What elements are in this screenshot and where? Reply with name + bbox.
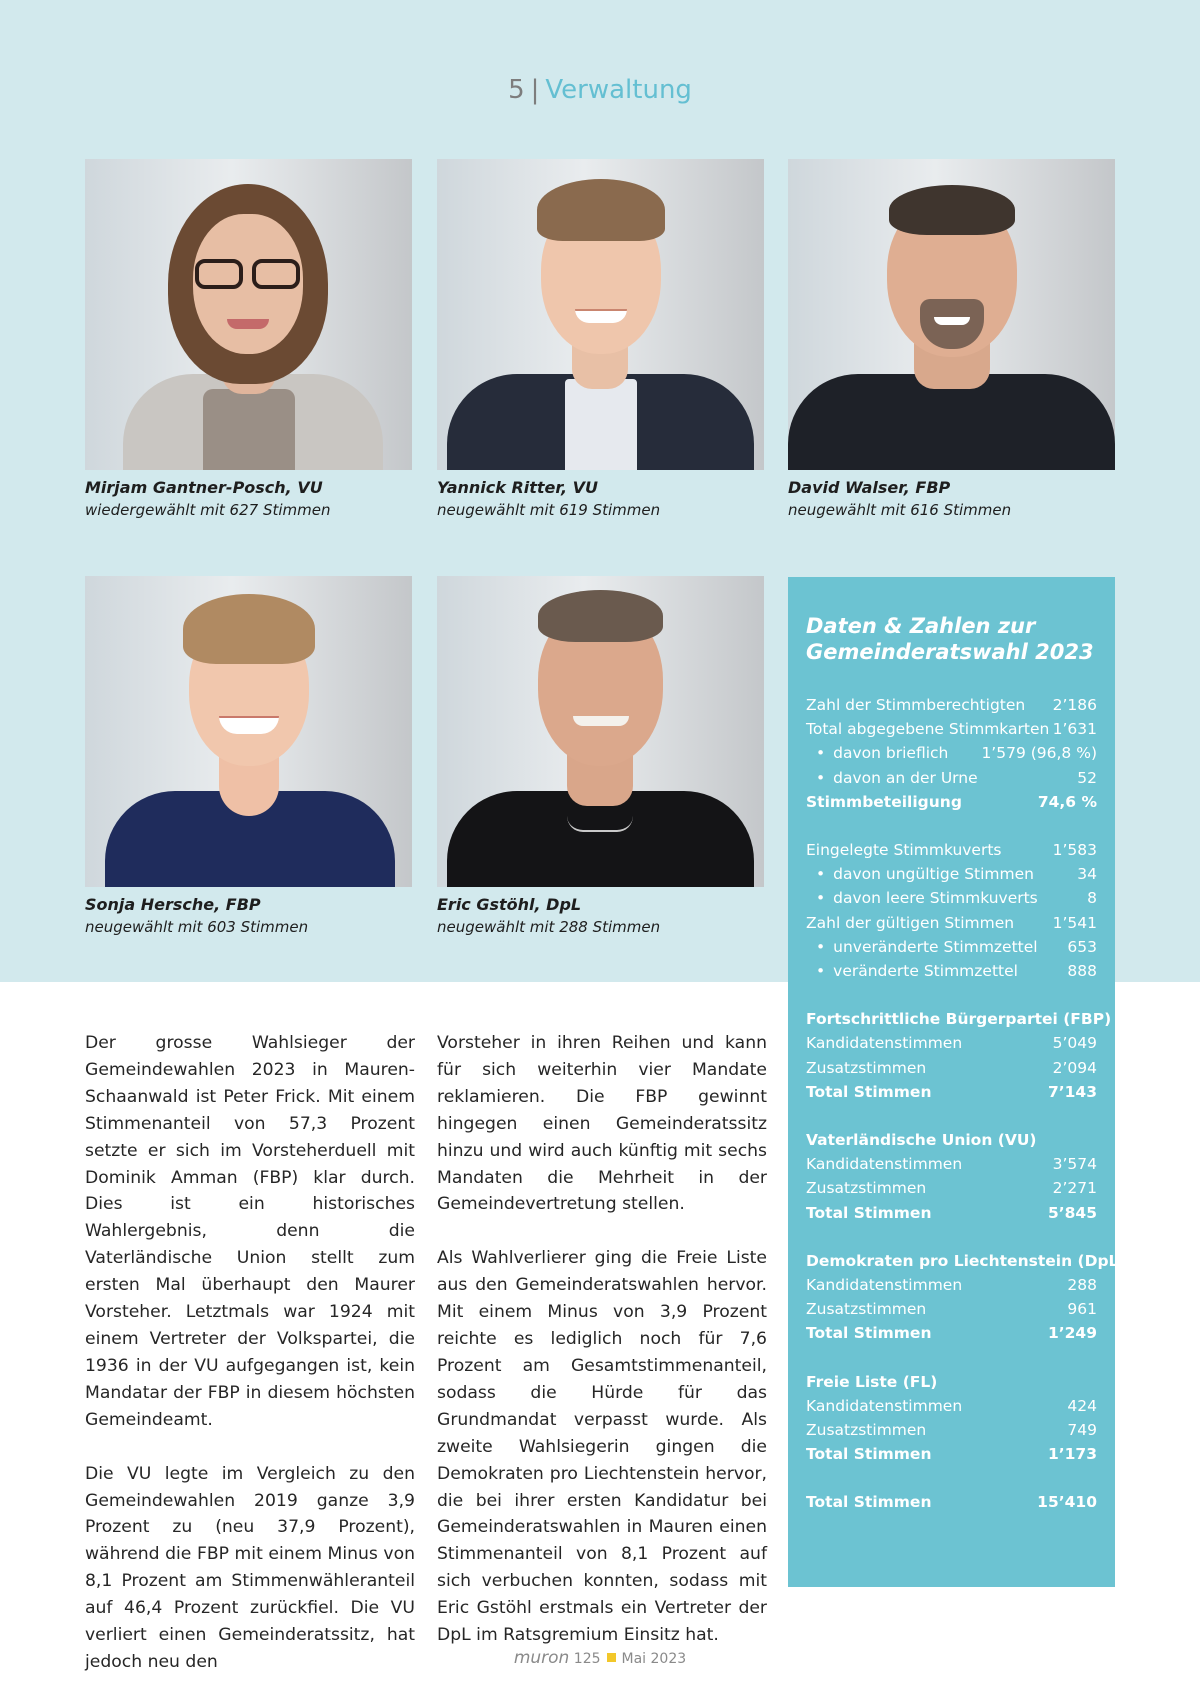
stats-title — [806, 613, 1097, 665]
stat-row — [806, 959, 1097, 983]
stat-label: • davon brieflich — [806, 741, 948, 765]
party-heading: Vaterländische Union (VU) — [806, 1131, 1037, 1150]
stat-row — [806, 1442, 1097, 1466]
person-name: Yannick Ritter, VU — [437, 478, 598, 497]
stat-row — [806, 1176, 1097, 1200]
issue-date: Mai 2023 — [621, 1651, 687, 1667]
stat-value: 7’143 — [1047, 1082, 1097, 1101]
header-separator: | — [530, 75, 540, 105]
article-column-1 — [85, 1030, 415, 1676]
person-result: neugewählt mit 619 Stimmen — [437, 501, 661, 519]
stat-label: • unveränderte Stimmzettel — [806, 935, 1038, 959]
stat-value: 1’541 — [1052, 913, 1097, 932]
stat-row — [806, 1056, 1097, 1080]
stat-row — [806, 838, 1097, 862]
portrait-photo — [437, 576, 764, 887]
stat-label: Total Stimmen — [806, 1082, 932, 1101]
stat-value: 34 — [1077, 865, 1097, 884]
stat-label: • davon an der Urne — [806, 766, 978, 790]
stat-row — [806, 1297, 1097, 1321]
stat-row — [806, 1201, 1097, 1225]
stat-row — [806, 1394, 1097, 1418]
stat-row — [806, 1152, 1097, 1176]
stat-value: 2’186 — [1052, 696, 1097, 714]
stat-value: 749 — [1067, 1421, 1097, 1440]
stat-label: Zusatzstimmen — [806, 1300, 927, 1319]
person-name: Eric Gstöhl, DpL — [437, 895, 582, 914]
stat-label: Zahl der Stimmberechtigten — [806, 696, 1026, 714]
stat-row — [806, 886, 1097, 910]
stat-label: Kandidatenstimmen — [806, 1396, 963, 1415]
stat-row — [806, 1418, 1097, 1442]
stat-row — [806, 1031, 1097, 1055]
stat-row — [806, 862, 1097, 886]
stat-row — [806, 935, 1097, 959]
stat-value: 1’579 (96,8 %) — [981, 744, 1097, 763]
article-column-2 — [437, 1030, 767, 1649]
magazine-brand: muron — [513, 1648, 570, 1668]
stat-row — [806, 1273, 1097, 1297]
stat-label: • davon leere Stimmkuverts — [806, 886, 1038, 910]
stat-value: 961 — [1067, 1300, 1097, 1319]
party-heading: Freie Liste (FL) — [806, 1372, 938, 1391]
stat-row — [806, 1080, 1097, 1104]
stat-label: Zusatzstimmen — [806, 1058, 927, 1077]
article-paragraph: Als Wahlverlierer ging die Freie Liste aus den Gemeinderatswahlen hervor. Mit einem Minus von 3,9 Prozent reichte es lediglich noch für 7,6 Prozent am Gesamtstimmenanteil, sodass die Hürde für das Grundmandat verpasst wurde. Als zweite Wahlsiegerin gingen die Demokraten pro Liechtenstein hervor, die bei ihrer ersten Kandidatur bei Gemeinderatswahlen in Mauren einen Stimmenanteil von 8,1 Prozent auf sich verbuchen konnten, sodass mit Eric Gstöhl erstmals ein Vertreter der DpL im Ratsgremium Einsitz hat. — [437, 1248, 767, 1646]
person-card — [85, 576, 412, 939]
stat-label: Zusatzstimmen — [806, 1421, 927, 1440]
stat-label: Kandidatenstimmen — [806, 1155, 963, 1174]
party-heading: Demokraten pro Liechtenstein (DpL) — [806, 1251, 1126, 1270]
stat-label: Kandidatenstimmen — [806, 1034, 963, 1053]
election-stats-box — [788, 577, 1126, 1587]
stat-value: 1’631 — [1052, 720, 1097, 739]
portrait-photo — [788, 159, 1115, 470]
stat-label: Zusatzstimmen — [806, 1179, 927, 1198]
stat-value: 2’271 — [1052, 1179, 1097, 1198]
party-heading: Fortschrittliche Bürgerpartei (FBP) — [806, 1010, 1112, 1029]
stat-label: Total Stimmen — [806, 1493, 932, 1512]
stat-value: 5’845 — [1047, 1203, 1097, 1222]
stat-label: Total Stimmen — [806, 1203, 932, 1222]
stat-row — [806, 717, 1097, 741]
stat-value: 424 — [1067, 1396, 1097, 1415]
page-number: 5 — [508, 75, 525, 105]
person-result: wiedergewählt mit 627 Stimmen — [85, 501, 331, 519]
yellow-square-icon — [607, 1653, 616, 1662]
stat-row — [806, 741, 1097, 765]
stat-label: Total abgegebene Stimmkarten — [806, 720, 1050, 739]
stat-value: 52 — [1077, 768, 1097, 787]
stat-label: Eingelegte Stimmkuverts — [806, 841, 1002, 860]
person-card — [437, 159, 764, 522]
person-result: neugewählt mit 603 Stimmen — [85, 918, 309, 936]
stat-label: Total Stimmen — [806, 1445, 932, 1464]
stat-row — [806, 693, 1097, 717]
person-card — [437, 576, 764, 939]
stat-label: Kandidatenstimmen — [806, 1276, 963, 1295]
page-footer — [0, 1648, 1200, 1669]
stat-value: 888 — [1067, 962, 1097, 981]
stat-value: 8 — [1087, 889, 1097, 908]
stat-value: 1’173 — [1047, 1445, 1097, 1464]
stat-value: 1’583 — [1052, 841, 1097, 860]
stat-row — [806, 911, 1097, 935]
stat-label: Total Stimmen — [806, 1324, 932, 1343]
portrait-photo — [85, 576, 412, 887]
stat-value: 653 — [1067, 937, 1097, 956]
section-title: Verwaltung — [545, 75, 692, 105]
stat-row — [806, 790, 1097, 814]
stat-row — [806, 1321, 1097, 1345]
person-card — [85, 159, 412, 522]
person-name: Sonja Hersche, FBP — [85, 895, 261, 914]
stat-row — [806, 766, 1097, 790]
issue-number: 125 — [573, 1651, 601, 1667]
stat-value: 2’094 — [1052, 1058, 1097, 1077]
person-card — [788, 159, 1115, 522]
person-result: neugewählt mit 288 Stimmen — [437, 918, 661, 936]
stat-value: 1’249 — [1047, 1324, 1097, 1343]
page-header — [0, 70, 1200, 110]
stat-value: 5’049 — [1052, 1034, 1097, 1053]
stat-label: Zahl der gültigen Stimmen — [806, 913, 1015, 932]
grand-total-row — [806, 1490, 1097, 1514]
stat-value: 15’410 — [1037, 1493, 1097, 1512]
stat-label: • davon ungültige Stimmen — [806, 862, 1034, 886]
person-name: Mirjam Gantner-Posch, VU — [85, 478, 323, 497]
stat-label: Stimmbeteiligung — [806, 792, 962, 811]
article-paragraph: Der grosse Wahlsieger der Gemeindewahlen 2023 in Mauren-Schaanwald ist Peter Frick. Mit einem Stimmenanteil von 57,3 Prozent setzte er sich im Vorsteherduell mit Dominik Amman (FBP) klar durch. Dies ist ein historisches Wahlergebnis, denn die Vaterländische Union stellt zum ersten Mal überhaupt den Maurer Vorsteher. Letztmals war 1924 mit einem Vertreter der Volkspartei, die 1936 in der VU aufgegangen ist, kein Mandatar der FBP in diesem höchsten Gemeindeamt. — [85, 1033, 415, 1430]
article-paragraph: Die VU legte im Vergleich zu den Gemeindewahlen 2019 ganze 3,9 Prozent zu (neu 37,9 Prozent), während die FBP mit einem Minus von 8,1 Prozent am Stimmenwähleranteil auf 46,4 Prozent zurückfiel. Die VU verliert einen Gemeinderatssitz, hat jedoch neu den — [85, 1463, 415, 1672]
person-result: neugewählt mit 616 Stimmen — [788, 501, 1012, 519]
stat-value: 3’574 — [1052, 1155, 1097, 1174]
portrait-photo — [437, 159, 764, 470]
stat-value: 74,6 % — [1037, 792, 1097, 811]
portrait-photo — [85, 159, 412, 470]
stats-title-line: Daten & Zahlen zur — [806, 614, 1036, 638]
stats-title-line: Gemeinderatswahl 2023 — [806, 640, 1094, 664]
article-paragraph: Vorsteher in ihren Reihen und kann für sich weiterhin vier Mandate reklamieren. Die FBP gewinnt hingegen einen Gemeinderatssitz hinzu und wird auch künftig mit sechs Mandaten die Mehrheit in der Gemeindevertretung stellen. — [437, 1033, 767, 1215]
person-name: David Walser, FBP — [788, 478, 951, 497]
stat-value: 288 — [1067, 1276, 1097, 1295]
stat-label: • veränderte Stimmzettel — [806, 959, 1018, 983]
